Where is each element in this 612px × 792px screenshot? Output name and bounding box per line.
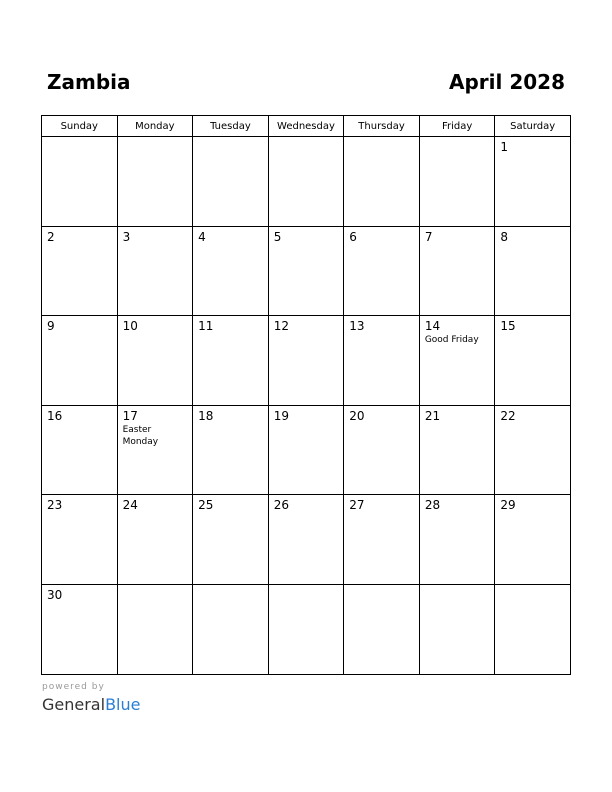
day-number: 26 bbox=[273, 498, 289, 513]
day-number: 21 bbox=[424, 408, 441, 423]
day-number: 27 bbox=[349, 498, 365, 513]
day-number: 18 bbox=[198, 408, 214, 423]
holiday-label: Good Friday bbox=[424, 335, 479, 346]
day-cell bbox=[268, 495, 344, 585]
calendar-header bbox=[41, 70, 571, 98]
empty-day-cell bbox=[419, 584, 495, 674]
day-number: 17 bbox=[122, 408, 138, 423]
footer bbox=[42, 682, 140, 714]
week-row bbox=[42, 137, 571, 227]
day-cell bbox=[193, 495, 269, 585]
holiday-label: Easter Monday bbox=[122, 424, 159, 447]
week-row bbox=[42, 316, 571, 406]
empty-day-cell bbox=[344, 137, 420, 227]
day-number: 24 bbox=[122, 498, 138, 513]
weekday-wednesday: Wednesday bbox=[268, 116, 344, 137]
day-cell bbox=[193, 226, 269, 316]
day-cell bbox=[344, 495, 420, 585]
day-cell bbox=[495, 495, 571, 585]
day-number: 22 bbox=[500, 408, 516, 423]
week-row bbox=[42, 226, 571, 316]
day-number: 20 bbox=[349, 408, 365, 423]
day-number: 29 bbox=[500, 498, 516, 513]
day-number: 23 bbox=[47, 498, 63, 513]
empty-day-cell bbox=[42, 137, 118, 227]
day-cell bbox=[268, 316, 344, 406]
day-number: 28 bbox=[424, 498, 441, 513]
day-number: 12 bbox=[273, 319, 289, 334]
day-number: 6 bbox=[349, 229, 357, 244]
brand-blue-text: Blue bbox=[105, 695, 141, 714]
empty-day-cell bbox=[117, 584, 193, 674]
empty-day-cell bbox=[193, 137, 269, 227]
day-number: 8 bbox=[500, 229, 509, 244]
day-number: 5 bbox=[273, 229, 282, 244]
day-number: 30 bbox=[47, 587, 63, 602]
weekday-header-row bbox=[42, 116, 571, 137]
day-cell bbox=[495, 405, 571, 495]
day-number: 16 bbox=[47, 408, 63, 423]
day-cell bbox=[193, 316, 269, 406]
brand-general-text: General bbox=[42, 695, 106, 714]
day-cell bbox=[495, 226, 571, 316]
weekday-saturday: Saturday bbox=[495, 116, 571, 137]
day-cell bbox=[193, 405, 269, 495]
day-number: 1 bbox=[500, 140, 509, 154]
day-number: 13 bbox=[349, 319, 365, 334]
weekday-tuesday: Tuesday bbox=[193, 116, 269, 137]
day-number: 4 bbox=[198, 229, 206, 244]
day-cell bbox=[419, 226, 495, 316]
empty-day-cell bbox=[268, 137, 344, 227]
day-cell bbox=[42, 226, 118, 316]
weekday-friday: Friday bbox=[419, 116, 495, 137]
day-cell bbox=[419, 405, 495, 495]
day-cell bbox=[42, 495, 118, 585]
day-cell bbox=[117, 405, 193, 495]
day-cell bbox=[42, 316, 118, 406]
weekday-sunday: Sunday bbox=[42, 116, 118, 137]
day-cell bbox=[117, 495, 193, 585]
day-number: 3 bbox=[122, 229, 131, 244]
day-cell bbox=[495, 316, 571, 406]
week-row bbox=[42, 405, 571, 495]
empty-day-cell bbox=[193, 584, 269, 674]
empty-day-cell bbox=[495, 584, 571, 674]
day-number: 7 bbox=[424, 229, 433, 244]
day-cell bbox=[419, 316, 495, 406]
day-number: 25 bbox=[198, 498, 214, 513]
day-number: 2 bbox=[47, 229, 55, 244]
day-number: 15 bbox=[500, 319, 516, 334]
week-row bbox=[42, 495, 571, 585]
week-row bbox=[42, 584, 571, 674]
empty-day-cell bbox=[117, 137, 193, 227]
generalblue-logo[interactable] bbox=[42, 695, 140, 714]
day-cell bbox=[117, 316, 193, 406]
powered-by-text: powered by bbox=[42, 682, 105, 692]
day-number: 14 bbox=[424, 319, 441, 334]
day-cell bbox=[268, 405, 344, 495]
day-cell bbox=[344, 316, 420, 406]
day-cell bbox=[42, 405, 118, 495]
day-number: 9 bbox=[47, 319, 55, 334]
day-number: 19 bbox=[273, 408, 289, 423]
day-cell bbox=[344, 405, 420, 495]
day-number: 11 bbox=[198, 319, 214, 334]
country-title: Zambia bbox=[47, 70, 131, 94]
day-cell bbox=[42, 584, 118, 674]
day-cell bbox=[419, 495, 495, 585]
day-cell bbox=[117, 226, 193, 316]
empty-day-cell bbox=[268, 584, 344, 674]
day-cell bbox=[268, 226, 344, 316]
weekday-thursday: Thursday bbox=[344, 116, 420, 137]
month-year-title: April 2028 bbox=[449, 70, 565, 94]
day-cell bbox=[344, 226, 420, 316]
empty-day-cell bbox=[419, 137, 495, 227]
day-cell bbox=[495, 137, 571, 227]
calendar-grid bbox=[41, 115, 571, 675]
empty-day-cell bbox=[344, 584, 420, 674]
day-number: 10 bbox=[122, 319, 138, 334]
weekday-monday: Monday bbox=[117, 116, 193, 137]
